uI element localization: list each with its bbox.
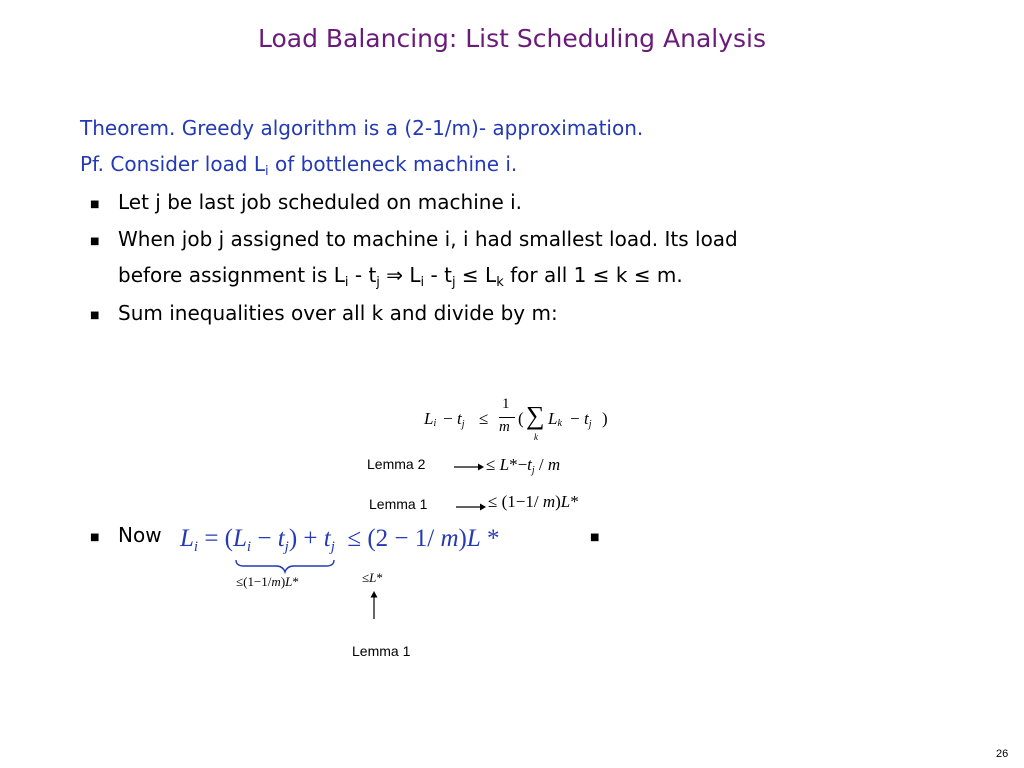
arrow-up-icon [368, 590, 380, 620]
text-segment: before assignment is L [118, 263, 345, 287]
theorem-text: Theorem. Greedy algorithm is a (2-1/m)- approximation. [80, 116, 644, 140]
text-segment: - t [348, 263, 377, 287]
bullet-4: Now [118, 523, 162, 547]
arrow-right-icon [453, 462, 485, 472]
equation-main: $L_i = (L_i - t_j) + t_j \le (2 - 1/$ m)L * [180, 525, 500, 555]
equation-lemma-1: ≤ (1−1/ m)L* [488, 492, 579, 511]
lemma-2-label: Lemma 2 [367, 456, 426, 472]
equation-lemma-2: ≤ $L*-t_j / m$ [486, 455, 561, 476]
proof-suffix: of bottleneck machine i. [268, 152, 518, 176]
underbrace [234, 558, 336, 574]
bullet-marker: ■ [90, 199, 100, 210]
slide-number: 26 [996, 748, 1009, 760]
bullet-1: Let j be last job scheduled on machine i. [118, 190, 523, 214]
subscript: j [376, 275, 380, 290]
proof-prefix: Pf. Consider load L [80, 152, 266, 176]
text-segment: ⇒ L [379, 263, 421, 287]
proof-line [80, 152, 517, 179]
subscript: i [420, 275, 425, 290]
subscript: i [344, 275, 349, 290]
proof-sub: i [265, 164, 269, 179]
subscript: k [496, 275, 504, 290]
bullet-2-line-2 [118, 263, 683, 290]
subscript: j [451, 275, 456, 290]
qed-marker: ■ [590, 532, 600, 543]
bullet-marker: ■ [90, 310, 100, 321]
bullet-2-line-1: When job j assigned to machine i, i had smallest load. Its load [118, 227, 738, 251]
text-segment: for all 1 ≤ k ≤ m. [503, 263, 683, 287]
bullet-marker: ■ [90, 532, 100, 543]
lemma-1-bottom-label: Lemma 1 [352, 643, 411, 659]
arrow-right-icon [455, 502, 487, 512]
text-segment: - t [424, 263, 452, 287]
bullet-marker: ■ [90, 236, 100, 247]
lemma-1-label: Lemma 1 [369, 496, 428, 512]
slide-title: Load Balancing: List Scheduling Analysis [257, 24, 767, 53]
bullet-3: Sum inequalities over all k and divide by m: [118, 301, 558, 325]
text-segment: ≤ L [455, 263, 497, 287]
tj-bound-label: ≤L* [362, 570, 383, 585]
underbrace-label: ≤(1−1/m)L* [236, 574, 299, 589]
